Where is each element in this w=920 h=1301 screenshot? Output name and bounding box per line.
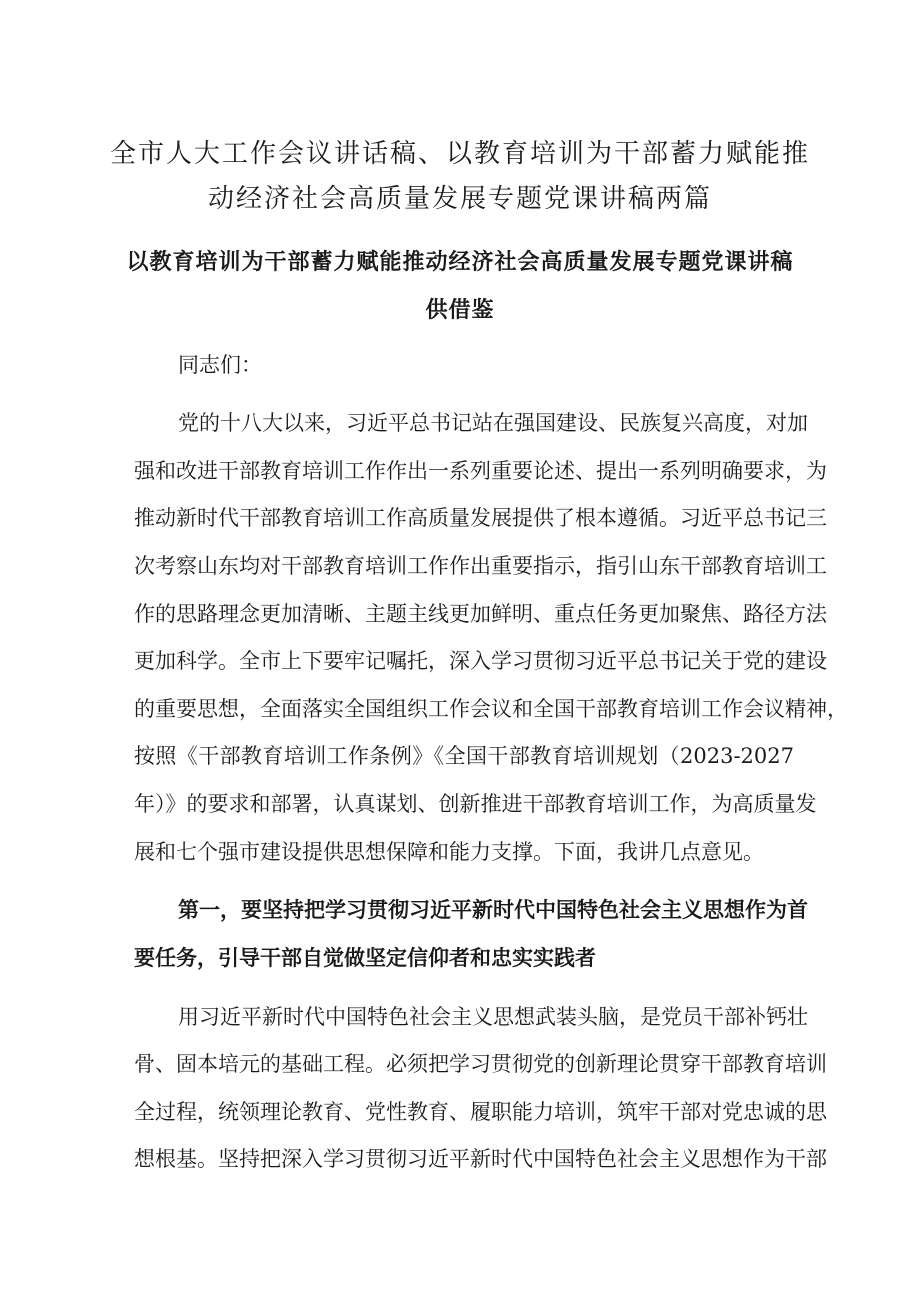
section-heading-line: 要任务，引导干部自觉做坚定信仰者和忠实实践者 xyxy=(134,945,596,970)
document-title-line-2: 动经济社会高质量发展专题党课讲稿两篇 xyxy=(207,184,712,214)
paragraph-1-line: 展和七个强市建设提供思想保障和能力支撑。下面，我讲几点意见。 xyxy=(134,840,764,864)
paragraph-1-line: 更加科学。全市上下要牢记嘱托，深入学习贯彻习近平总书记关于党的建设 xyxy=(134,649,827,673)
paragraph-2-line: 全过程，统领理论教育、党性教育、履职能力培训，筑牢干部对党忠诚的思 xyxy=(134,1100,827,1124)
paragraph-1-line: 的重要思想，全面落实全国组织工作会议和全国干部教育培训工作会议精神， xyxy=(134,697,848,721)
paragraph-1-line: 推动新时代干部教育培训工作高质量发展提供了根本遵循。习近平总书记三 xyxy=(134,506,827,530)
paragraph-1-line: 作的思路理念更加清晰、主题主线更加鲜明、重点任务更加聚焦、路径方法 xyxy=(134,602,827,626)
paragraph-2-line: 骨、固本培元的基础工程。必须把学习贯彻党的创新理论贯穿干部教育培训 xyxy=(134,1052,827,1076)
paragraph-2-line: 想根基。坚持把深入学习贯彻习近平新时代中国特色社会主义思想作为干部 xyxy=(134,1147,827,1171)
document-subtitle-line-1: 以教育培训为干部蓄力赋能推动经济社会高质量发展专题党课讲稿 xyxy=(126,249,794,275)
paragraph-1-line: 党的十八大以来，习近平总书记站在强国建设、民族复兴高度，对加 xyxy=(178,411,808,435)
salutation: 同志们： xyxy=(178,353,262,377)
section-heading-line: 第一，要坚持把学习贯彻习近平新时代中国特色社会主义思想作为首 xyxy=(178,897,808,922)
document-title-line-1: 全市人大工作会议讲话稿、以教育培训为干部蓄力赋能推 xyxy=(109,139,810,169)
paragraph-1-line: 年）》的要求和部署，认真谋划、创新推进干部教育培训工作，为高质量发 xyxy=(134,792,817,816)
paragraph-1-line: 强和改进干部教育培训工作作出一系列重要论述、提出一系列明确要求，为 xyxy=(134,459,827,483)
paragraph-2-line: 用习近平新时代中国特色社会主义思想武装头脑，是党员干部补钙壮 xyxy=(178,1005,808,1029)
paragraph-1-line: 按照《干部教育培训工作条例》《全国干部教育培训规划（2023-2027 xyxy=(134,744,794,768)
paragraph-1-line: 次考察山东均对干部教育培训工作作出重要指示，指引山东干部教育培训工 xyxy=(134,554,827,578)
document-subtitle-line-2: 供借鉴 xyxy=(425,297,495,323)
